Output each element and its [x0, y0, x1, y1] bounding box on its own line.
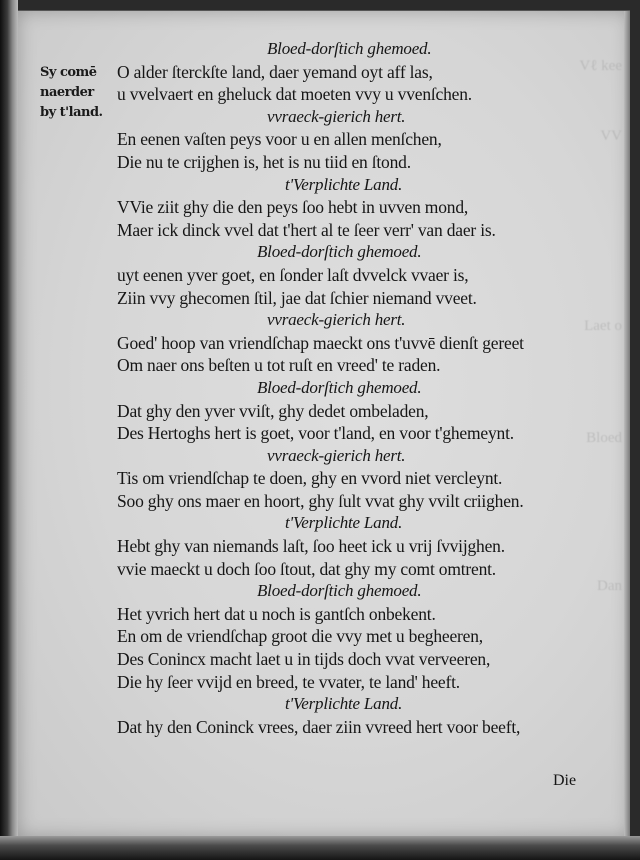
speaker-heading: vvraeck-gierich hert. [267, 106, 406, 126]
book-spine-edge [0, 0, 18, 860]
verse-line: Des Hertoghs hert is goet, voor t'land, en voor t'ghemeynt. [117, 423, 514, 444]
marginal-note-line: naerder [40, 85, 94, 100]
speaker-heading: t'Verplichte Land. [285, 513, 403, 533]
bleed-through-text: Laet o [584, 318, 622, 334]
verse-text-block [117, 38, 597, 738]
catchword: Die [553, 772, 577, 789]
verse-line: Die nu te crijghen is, het is nu tiid en ſtond. [117, 151, 411, 172]
marginal-note [40, 63, 103, 123]
speaker-heading: Bloed-dorſtich ghemoed. [267, 39, 432, 58]
verse-line: Die hy ſeer vvijd en breed, te vvater, te land' heeft. [117, 671, 460, 692]
verse-line: En eenen vaſten peys voor u en allen menſchen, [117, 129, 442, 150]
verse-line: Soo ghy ons maer en hoort, ghy ſult vvat ghy vvilt criighen. [117, 490, 524, 511]
speaker-heading: vvraeck-gierich hert. [267, 445, 406, 465]
verse-line: VVie ziit ghy die den peys ſoo hebt in uvven mond, [117, 197, 469, 218]
verse-line: Ziin vvy ghecomen ſtil, jae dat ſchier niemand vveet. [117, 287, 477, 308]
bleed-through-text: Bloed [586, 430, 622, 446]
speaker-heading: Bloed-dorſtich ghemoed. [257, 242, 422, 262]
verse-line: Des Conincx macht laet u in tijds doch vvat verveeren, [117, 649, 491, 670]
verse-line: Goed' hoop van vriendſchap maeckt ons t'uvvē dienſt gereet [117, 332, 524, 353]
marginal-note-line: Sy comē [40, 65, 97, 80]
verse-line: Dat ghy den yver vviſt, ghy dedet ombeladen, [117, 400, 429, 421]
marginal-note-line: by t'land. [40, 105, 103, 120]
page-bottom-edge [0, 836, 640, 860]
speaker-heading: t'Verplichte Land. [285, 694, 403, 714]
bleed-through-text: Dan [597, 578, 622, 594]
verse-line: Maer ick dinck vvel dat t'hert al te ſeer verr' van daer is. [117, 219, 496, 240]
verse-line: En om de vriendſchap groot die vvy met u begheeren, [117, 626, 483, 647]
bleed-through-text: VV [600, 128, 622, 144]
verse-line: Dat hy den Coninck vrees, daer ziin vvreed hert voor beeft, [117, 716, 521, 737]
verse-line: Tis om vriendſchap te doen, ghy en vvord niet vercleynt. [117, 468, 503, 489]
verse-line: Hebt ghy van niemands laſt, ſoo heet ick u vrij ſvvijghen. [117, 536, 505, 557]
verse-line: uyt eenen yver goet, en ſonder laſt dvvelck vvaer is, [117, 264, 469, 285]
verse-line: vvie maeckt u doch ſoo ſtout, dat ghy my comt omtrent. [117, 558, 496, 579]
verse-line: O alder ſterckſte land, daer yemand oyt aff las, [117, 61, 433, 82]
speaker-heading: vvraeck-gierich hert. [267, 310, 406, 330]
speaker-heading: t'Verplichte Land. [285, 174, 403, 194]
bleed-through-text: Vℓ kee [579, 58, 622, 74]
page-right-edge [624, 11, 630, 837]
verse-line: u vvelvaert en gheluck dat moeten vvy u vvenſchen. [117, 84, 472, 105]
speaker-heading: Bloed-dorſtich ghemoed. [257, 377, 422, 397]
verse-line: Het yvrich hert dat u noch is gantſch onbekent. [117, 603, 436, 624]
speaker-heading: Bloed-dorſtich ghemoed. [257, 581, 422, 601]
verse-line: Om naer ons beſten u tot ruſt en vreed' te raden. [117, 355, 441, 376]
